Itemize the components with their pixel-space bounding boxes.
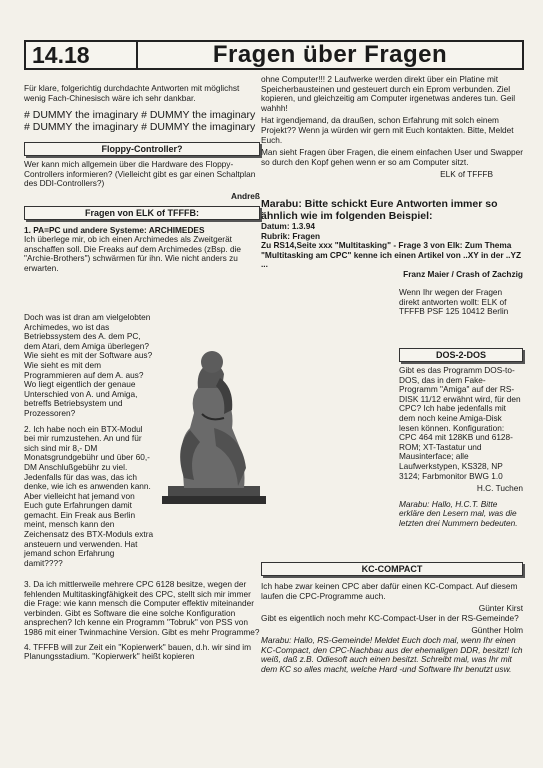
kc-text-1: Ich habe zwar keinen CPC aber dafür einen KC-Compact. Auf diesem laufen die CPC-Programme auch. [261,581,518,601]
left-column-bottom [24,580,260,665]
address-text: Wenn Ihr wegen der Fragen direkt antworten wollt: ELK of TFFFB PSF 125 10412 Berlin [399,287,509,317]
question-1-text-a: Ich überlege mir, ob ich einen Archimedes als Zweitgerät anschaffen soll. Die Freaks auf dem Archimedes (zBsp. die "Archie-Brothers") schwärmen für ihn. Wie nicht anders zu erwarten. [24,234,242,273]
question-1-text-b: Doch was ist dran am vielgelobten Archimedes, wo ist das Betriebssystem des A. dem PC, dem Atari, dem Amiga überlegen? Wie sieht es mit der Software aus? Wie sieht es mit dem Programmieren auf dem A. aus? Wo liegt eigentlich der genaue Unterschied von A. und Amiga, betreffs Betriebsystem und Prozessoren? [24,312,153,418]
dummy-line-1: # DUMMY the imaginary # DUMMY the imaginary [24,109,256,122]
continuation-text: ohne Computer!!! 2 Laufwerke werden direkt über ein Platine mit Speicherbausteinen und gesteuert durch ein Eprom verbunden. Ziel kopieren, und gleichzeitig am Computer irgenetwas anderes tun. Geil wahhh! [261,74,516,113]
marabu-heading: Marabu: Bitte schickt Eure Antworten immer so ähnlich wie im folgenden Beispiel: [261,197,498,222]
floppy-signature: Andreß [230,190,260,201]
marabu-rubrik: Rubrik: Fragen [261,230,321,241]
right-column [261,75,523,280]
dos-signature: H.C. Tuchen [476,483,523,494]
kc-marabu-note: Marabu: Hallo, RS-Gemeinde! Meldet Euch doch mal, wenn Ihr einen KC-Compact, den CPC-Nachbau aus der ehemaligen DDR, besitzt! Ich weiß, daß z.B. Odiesoft auch einen besitzt. Schreibt mal, was Ihr mit dem KC so alles macht, welche Hard -und Software Ihr benutzt usw. [261,634,523,674]
kc-text-2: Gibt es eigentlich noch mehr KC-Compact-User in der RS-Gemeinde? [261,612,519,623]
kc-signature-1: Günter Kirst [478,603,523,614]
address-block [399,288,523,320]
continuation-text-2: Hat irgendjemand, da draußen, schon Erfahrung mit solch einem Projekt?? Wenn ja würden wir gern mit Euch kontakten. Bitte, Meldet Euch. [261,115,514,145]
page-header [24,40,524,70]
marabu-reference: Zu RS14,Seite xxx "Multitasking" - Frage 3 von Elk: Zum Thema "Multitasking am CPC" kenne ich einen Artikel von ..XY in der ..YZ ... [261,240,522,270]
intro-text: Für klare, folgerichtig durchdachte Antworten mit möglichst wenig Fach-Chinesisch wäre ich sehr dankbar. [24,83,240,103]
dos-text: Gibt es das Programm DOS-to-DOS, das in dem Fake-Programm "Amiga" auf der RS-DISK 11/12 erwähnt wird, für den CPC? Ich habe jedenfalls mit dem noch keine Amiga-Disk lesen können. Konfiguration: CPC 464 mit 128KB und 6128-ROM; XT-Tastatur und Mausinterface; alle Laufwerkstypen, KS328, NP 3124; Farbmonitor BWG 1.0 [399,365,521,481]
page-title: Fragen über Fragen [212,41,448,68]
kc-section [261,558,523,677]
elk-section-title: Fragen von ELK of TFFFB: [24,206,260,220]
marabu-signature: Franz Maier / Crash of Zachzig [403,268,523,279]
dos-section-title: DOS-2-DOS [399,348,523,362]
left-column-narrow [24,313,154,571]
marabu-datum: Datum: 1.3.94 [261,220,315,231]
dummy-line-2: # DUMMY the imaginary # DUMMY the imaginary [24,121,256,134]
floppy-text: Wer kann mich allgemein über die Hardware des Floppy-Controllers informieren? (Vielleicht gibt es gar einen Schaltplan des DDI-Controllers?) [24,159,256,189]
continuation-signature: ELK of TFFFB [440,169,493,180]
page-number: 14.18 [26,42,138,68]
left-column-top [24,84,260,277]
continuation-text-3: Man sieht Fragen über Fragen, die einem einfachen User und Swapper so durch den Kopf gehen wenn er so am Computer sitzt. [261,147,523,167]
question-1-heading: 1. PA=PC und andere Systeme: ARCHIMEDES [24,224,205,235]
question-4-text: 4. TFFFB will zur Zeit ein "Kopierwerk" bauen, d.h. wir sind im Planungsstadium. "Kopierwerk" heißt kopieren [24,641,252,662]
dos-marabu-note: Marabu: Hallo, H.C.T. Bitte erkläre den Lesern mal, was die letzten drei Nummern bedeuten. [399,498,518,528]
floppy-section-title: Floppy-Controller? [24,142,260,156]
dos-section [399,344,523,532]
question-2-text: 2. Ich habe noch ein BTX-Modul bei mir rumzustehen. An und für sich sind mir 8,- DM Monatsgrundgebühr und über 60,-DM Anschlußgebühr zu viel. Jedenfalls für das was, das ich denke, wie ich es anwenden kann. Aber vielleicht hat jemand von Euch gute Erfahrungen damit gemacht. Ein Freak aus Berlin meint, mensch kann den Zeichensatz des BTX-Moduls extra ansteuern und verwenden. Hat jemand schon Erfahrung damit???? [24,423,154,568]
kc-signature-2: Günther Holm [471,625,523,636]
kc-section-title: KC-COMPACT [261,562,523,576]
thinker-sculpture-image [154,318,272,508]
question-3-text: 3. Da ich mittlerweile mehrere CPC 6128 besitze, wegen der fehlenden Multitaskingfähigkeit des CPC, stellt sich mir immer die Frage: wie kann mensch die Computer effektiv miteinander verbinden. Gibt es Software die eine solche Konfiguration ansprechen? Ich kenne ein Programm "Tobruk" von PSS von 1986 mit einer Twinmachine Version. Gibt es mehr Programme? [24,579,260,637]
